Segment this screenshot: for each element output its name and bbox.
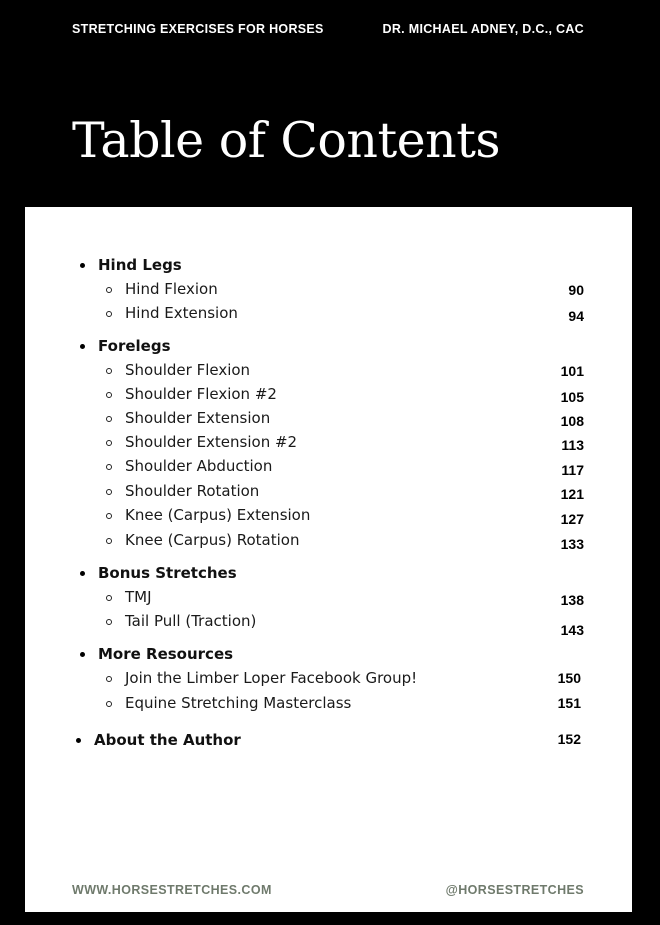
toc-item-label: Tail Pull (Traction)	[125, 612, 257, 630]
toc-item-label: Equine Stretching Masterclass	[125, 694, 352, 712]
toc-item-label: Hind Extension	[125, 304, 238, 322]
toc-section-forelegs[interactable]	[25, 336, 632, 358]
toc-section-hind-legs[interactable]	[25, 255, 632, 277]
toc-item-label: Shoulder Rotation	[125, 482, 260, 500]
circle-bullet-icon	[106, 392, 112, 398]
toc-item-label: Join the Limber Loper Facebook Group!	[125, 669, 418, 687]
circle-bullet-icon	[106, 287, 112, 293]
toc-item-page: 121	[560, 486, 584, 502]
page-title: Table of Contents	[72, 112, 501, 169]
toc-section-more-resources[interactable]	[25, 644, 632, 666]
toc-item-page: 138	[560, 592, 584, 608]
toc-item-page: 151	[557, 695, 581, 711]
toc-section-label: Forelegs	[98, 337, 171, 355]
toc-item-page: 117	[561, 462, 584, 478]
bullet-icon	[80, 652, 85, 657]
toc-item-label: Shoulder Extension #2	[125, 433, 298, 451]
toc-item-page: 150	[557, 670, 581, 686]
circle-bullet-icon	[106, 311, 112, 317]
toc-item-label: Shoulder Extension	[125, 409, 271, 427]
toc-section-page: 152	[557, 731, 581, 747]
toc-item-page: 90	[568, 282, 584, 298]
circle-bullet-icon	[106, 701, 112, 707]
circle-bullet-icon	[106, 464, 112, 470]
toc-item[interactable]	[25, 408, 632, 430]
toc-item[interactable]	[25, 505, 632, 527]
circle-bullet-icon	[106, 538, 112, 544]
toc-section-label: More Resources	[98, 645, 234, 663]
toc-item[interactable]	[25, 587, 632, 609]
toc-section-label: About the Author	[94, 731, 241, 749]
toc-item-page: 133	[560, 536, 584, 552]
toc-page	[25, 207, 632, 912]
toc-item-page: 143	[560, 622, 584, 638]
toc-section-label: Hind Legs	[98, 256, 182, 274]
toc-item[interactable]	[25, 360, 632, 382]
bullet-icon	[76, 738, 81, 743]
toc-item-label: Shoulder Flexion #2	[125, 385, 277, 403]
circle-bullet-icon	[106, 416, 112, 422]
toc-item-page: 127	[560, 511, 584, 527]
circle-bullet-icon	[106, 676, 112, 682]
toc-item-label: Shoulder Flexion	[125, 361, 251, 379]
circle-bullet-icon	[106, 619, 112, 625]
toc-item[interactable]	[25, 668, 632, 690]
toc-item[interactable]	[25, 693, 632, 715]
toc-section-bonus-stretches[interactable]	[25, 563, 632, 585]
footer-website-link[interactable]: WWW.HORSESTRETCHES.COM	[72, 883, 272, 897]
toc-section-label: Bonus Stretches	[98, 564, 237, 582]
footer-social-handle[interactable]: @HORSESTRETCHES	[445, 883, 584, 897]
running-header	[72, 22, 584, 36]
toc-item-page: 94	[568, 308, 584, 324]
toc-item[interactable]	[25, 279, 632, 301]
circle-bullet-icon	[106, 595, 112, 601]
circle-bullet-icon	[106, 440, 112, 446]
toc-item-label: Hind Flexion	[125, 280, 218, 298]
toc-item-page: 108	[560, 413, 584, 429]
page-footer	[72, 883, 584, 897]
toc-item[interactable]	[25, 384, 632, 406]
toc-item[interactable]	[25, 530, 632, 552]
toc-item-label: Knee (Carpus) Extension	[125, 506, 311, 524]
toc-section-about-the-author[interactable]	[25, 730, 632, 752]
header-author: DR. MICHAEL ADNEY, D.C., CAC	[382, 22, 584, 36]
toc-item-label: Shoulder Abduction	[125, 457, 273, 475]
bullet-icon	[80, 263, 85, 268]
bullet-icon	[80, 571, 85, 576]
toc-item[interactable]	[25, 432, 632, 454]
header-book-title: STRETCHING EXERCISES FOR HORSES	[72, 22, 324, 36]
toc-item-page: 105	[560, 389, 584, 405]
circle-bullet-icon	[106, 368, 112, 374]
toc-item[interactable]	[25, 611, 632, 638]
toc-item-label: TMJ	[125, 588, 152, 606]
toc-item-label: Knee (Carpus) Rotation	[125, 531, 300, 549]
toc-item[interactable]	[25, 481, 632, 503]
toc-item-page: 101	[560, 363, 584, 379]
circle-bullet-icon	[106, 489, 112, 495]
toc-item[interactable]	[25, 456, 632, 478]
bullet-icon	[80, 344, 85, 349]
toc-item[interactable]	[25, 303, 632, 325]
toc-item-page: 113	[561, 437, 584, 453]
circle-bullet-icon	[106, 513, 112, 519]
